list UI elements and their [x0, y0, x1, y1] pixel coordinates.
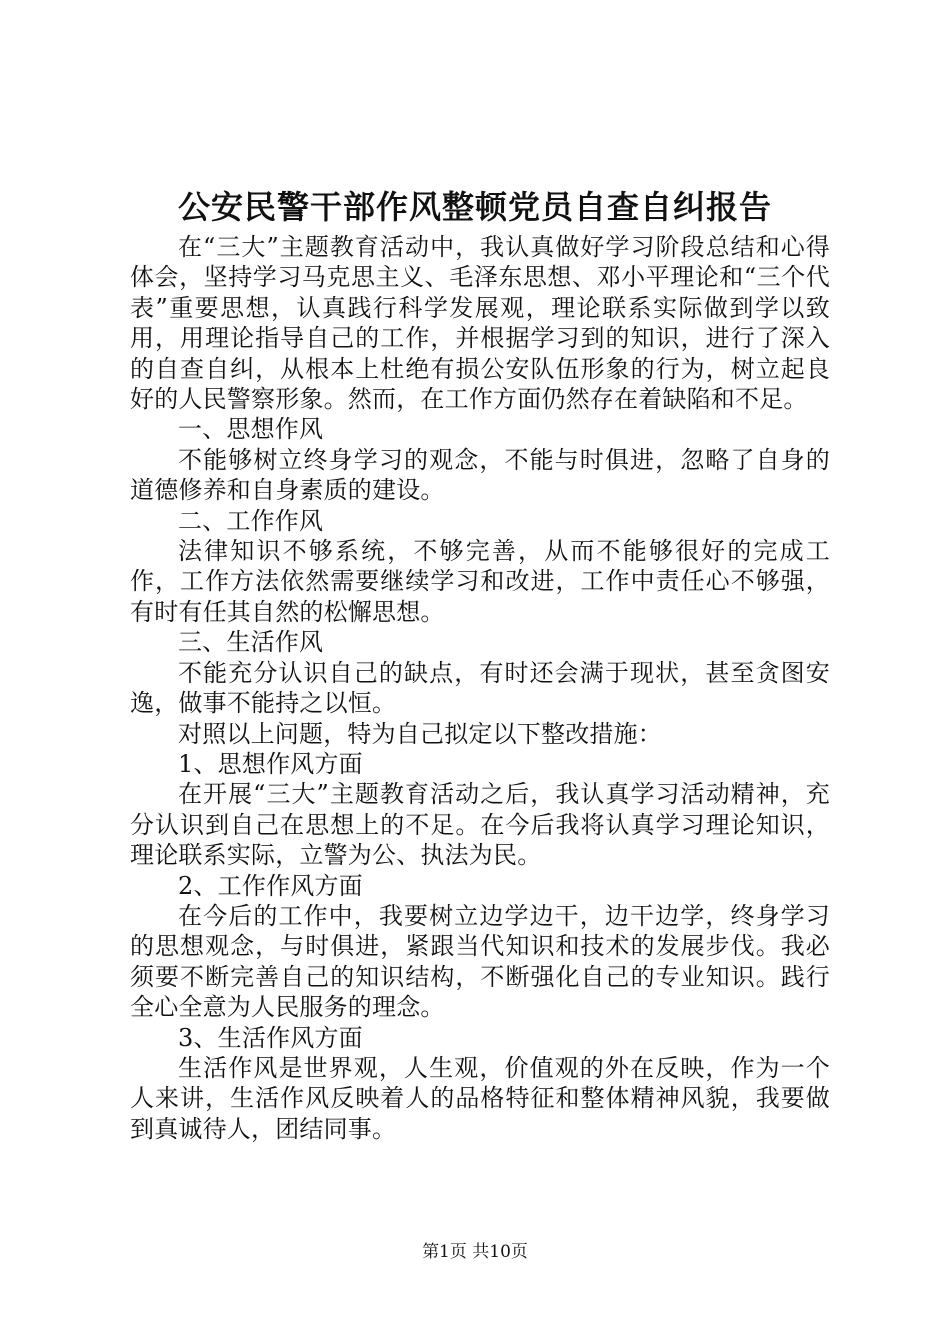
paragraph-intro: 在“三大”主题教育活动中，我认真做好学习阶段总结和心得体会，坚持学习马克思主义、毛泽东思想、邓小平理论和“三个代表”重要思想，认真践行科学发展观，理论联系实际做到学以致用，用理论指导自己的工作，并根据学习到的知识，进行了深入的自查自纠，从根本上杜绝有损公安队伍形象的行为，树立起良好的人民警察形象。然而，在工作方面仍然存在着缺陷和不足。	[130, 233, 830, 414]
paragraph-thought: 不能够树立终身学习的观念，不能与时俱进，忽略了自身的道德修养和自身素质的建设。	[130, 445, 830, 505]
paragraph-life: 不能充分认识自己的缺点，有时还会满于现状，甚至贪图安逸，做事不能持之以恒。	[130, 658, 830, 718]
section-heading-life: 三、生活作风	[178, 628, 324, 657]
page-number: 第1页 共10页	[422, 1242, 528, 1262]
document-body	[130, 232, 830, 1144]
measure-paragraph-work: 在今后的工作中，我要树立边学边干，边干边学，终身学习的思想观念，与时俱进，紧跟当代知识和技术的发展步伐。我必须要不断完善自己的知识结构，不断强化自己的专业知识。践行全心全意为人民服务的理念。	[130, 901, 830, 1022]
paragraph-measures-intro: 对照以上问题，特为自己拟定以下整改措施：	[178, 719, 662, 748]
measure-heading-thought: 1、思想作风方面	[178, 749, 363, 778]
document-title: 公安民警干部作风整顿党员自查自纠报告	[177, 188, 772, 226]
measure-paragraph-life: 生活作风是世界观，人生观，价值观的外在反映，作为一个人来讲，生活作风反映着人的品格特征和整体精神风貌，我要做到真诚待人，团结同事。	[130, 1053, 830, 1143]
section-heading-work: 二、工作作风	[178, 506, 324, 535]
section-heading-thought: 一、思想作风	[178, 415, 324, 444]
measure-heading-life: 3、生活作风方面	[178, 1023, 363, 1052]
measure-heading-work: 2、工作作风方面	[178, 871, 363, 900]
measure-paragraph-thought: 在开展“三大”主题教育活动之后，我认真学习活动精神，充分认识到自己在思想上的不足。在今后我将认真学习理论知识，理论联系实际，立警为公、执法为民。	[130, 780, 830, 870]
paragraph-work: 法律知识不够系统，不够完善，从而不能够很好的完成工作，工作方法依然需要继续学习和改进，工作中责任心不够强，有时有任其自然的松懈思想。	[130, 537, 830, 626]
